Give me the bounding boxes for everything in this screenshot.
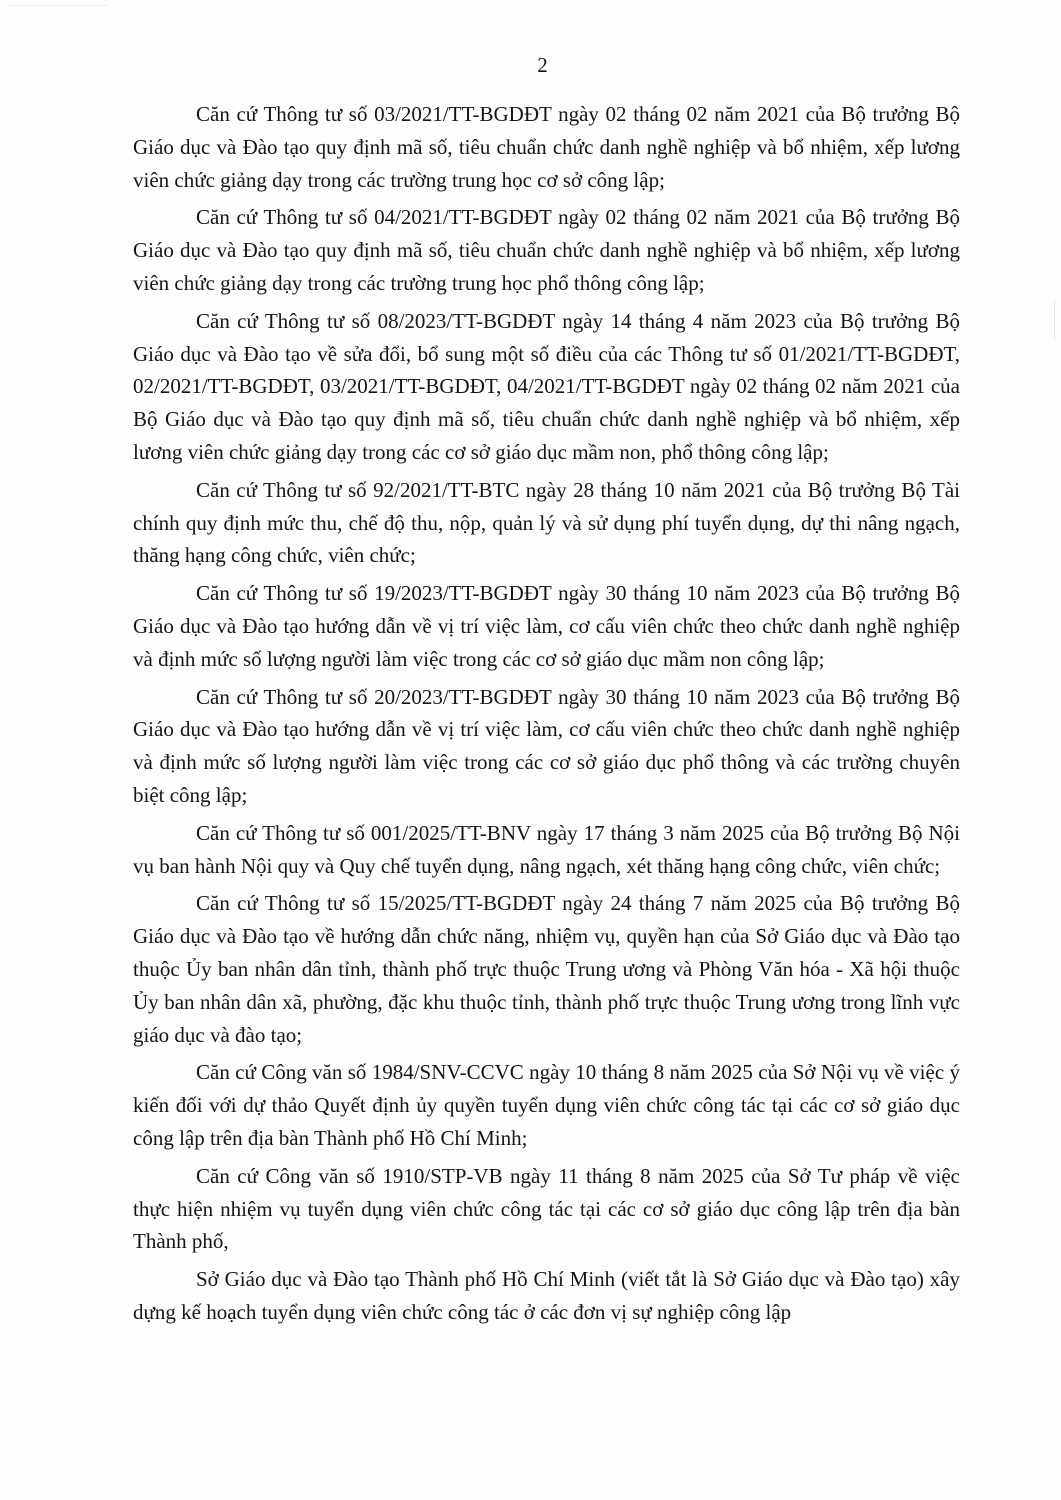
paragraph-legal-basis-2: Căn cứ Thông tư số 04/2021/TT-BGDĐT ngày 02 tháng 02 năm 2021 của Bộ trưởng Bộ Giáo dục và Đào tạo quy định mã số, tiêu chuẩn chức danh nghề nghiệp và bổ nhiệm, xếp lương viên chức giảng dạy trong các trường trung học phổ thông công lập; xyxy=(133,205,960,295)
paragraph-legal-basis-5: Căn cứ Thông tư số 19/2023/TT-BGDĐT ngày 30 tháng 10 năm 2023 của Bộ trưởng Bộ Giáo dục và Đào tạo hướng dẫn về vị trí việc làm, cơ cấu viên chức theo chức danh nghề nghiệp và định mức số lượng người làm việc trong các cơ sở giáo dục mầm non công lập; xyxy=(133,581,960,671)
page-number: 2 xyxy=(537,53,548,77)
paragraph-legal-basis-10: Căn cứ Công văn số 1910/STP-VB ngày 11 tháng 8 năm 2025 của Sở Tư pháp về việc thực hiện nhiệm vụ tuyển dụng viên chức công tác tại các cơ sở giáo dục công lập trên địa bàn Thành phố, xyxy=(133,1163,960,1254)
paragraph-plan-intro: Sở Giáo dục và Đào tạo Thành phố Hồ Chí Minh (viết tắt là Sở Giáo dục và Đào tạo) xây dựng kế hoạch tuyển dụng viên chức công tác ở các đơn vị sự nghiệp công lập xyxy=(133,1267,960,1324)
paragraph-legal-basis-7: Căn cứ Thông tư số 001/2025/TT-BNV ngày 17 tháng 3 năm 2025 của Bộ trưởng Bộ Nội vụ ban hành Nội quy và Quy chế tuyển dụng, nâng ngạch, xét thăng hạng công chức, viên chức; xyxy=(133,820,960,878)
document-body xyxy=(133,98,960,1334)
paragraph-legal-basis-1: Căn cứ Thông tư số 03/2021/TT-BGDĐT ngày 02 tháng 02 năm 2021 của Bộ trưởng Bộ Giáo dục và Đào tạo quy định mã số, tiêu chuẩn chức danh nghề nghiệp và bổ nhiệm, xếp lương viên chức giảng dạy trong các trường trung học cơ sở công lập; xyxy=(133,102,960,192)
scan-edge xyxy=(1054,300,1061,340)
paragraph-legal-basis-3: Căn cứ Thông tư số 08/2023/TT-BGDĐT ngày 14 tháng 4 năm 2023 của Bộ trưởng Bộ Giáo dục và Đào tạo về sửa đổi, bổ sung một số điều của các Thông tư số 01/2021/TT-BGDĐT, 02/2021/TT-BGDĐT, 03/2021/TT-BGDĐT, 04/2021/TT-BGDĐT ngày 02 tháng 02 năm 2021 của Bộ Giáo dục và Đào tạo quy định mã số, tiêu chuẩn chức danh nghề nghiệp và bổ nhiệm, xếp lương viên chức giảng dạy trong các cơ sở giáo dục mầm non, phổ thông công lập; xyxy=(133,308,960,464)
paragraph-legal-basis-8: Căn cứ Thông tư số 15/2025/TT-BGDĐT ngày 24 tháng 7 năm 2025 của Bộ trưởng Bộ Giáo dục và Đào tạo về hướng dẫn chức năng, nhiệm vụ, quyền hạn của Sở Giáo dục và Đào tạo thuộc Ủy ban nhân dân tỉnh, thành phố trực thuộc Trung ương và Phòng Văn hóa - Xã hội thuộc Ủy ban nhân dân xã, phường, đặc khu thuộc tỉnh, thành phố trực thuộc Trung ương trong lĩnh vực giáo dục và đào tạo; xyxy=(133,891,960,1047)
paragraph-legal-basis-9: Căn cứ Công văn số 1984/SNV-CCVC ngày 10 tháng 8 năm 2025 của Sở Nội vụ về việc ý kiến đối với dự thảo Quyết định ủy quyền tuyển dụng viên chức công tác tại các cơ sở giáo dục công lập trên địa bàn Thành phố Hồ Chí Minh; xyxy=(133,1060,960,1150)
paragraph-legal-basis-6: Căn cứ Thông tư số 20/2023/TT-BGDĐT ngày 30 tháng 10 năm 2023 của Bộ trưởng Bộ Giáo dục và Đào tạo hướng dẫn về vị trí việc làm, cơ cấu viên chức theo chức danh nghề nghiệp và định mức số lượng người làm việc trong các cơ sở giáo dục phổ thông và các trường chuyên biệt công lập; xyxy=(133,684,960,807)
scan-artifact xyxy=(8,5,108,6)
paragraph-legal-basis-4: Căn cứ Thông tư số 92/2021/TT-BTC ngày 28 tháng 10 năm 2021 của Bộ trưởng Bộ Tài chính quy định mức thu, chế độ thu, nộp, quản lý và sử dụng phí tuyển dụng, dự thi nâng ngạch, thăng hạng công chức, viên chức; xyxy=(133,477,960,568)
